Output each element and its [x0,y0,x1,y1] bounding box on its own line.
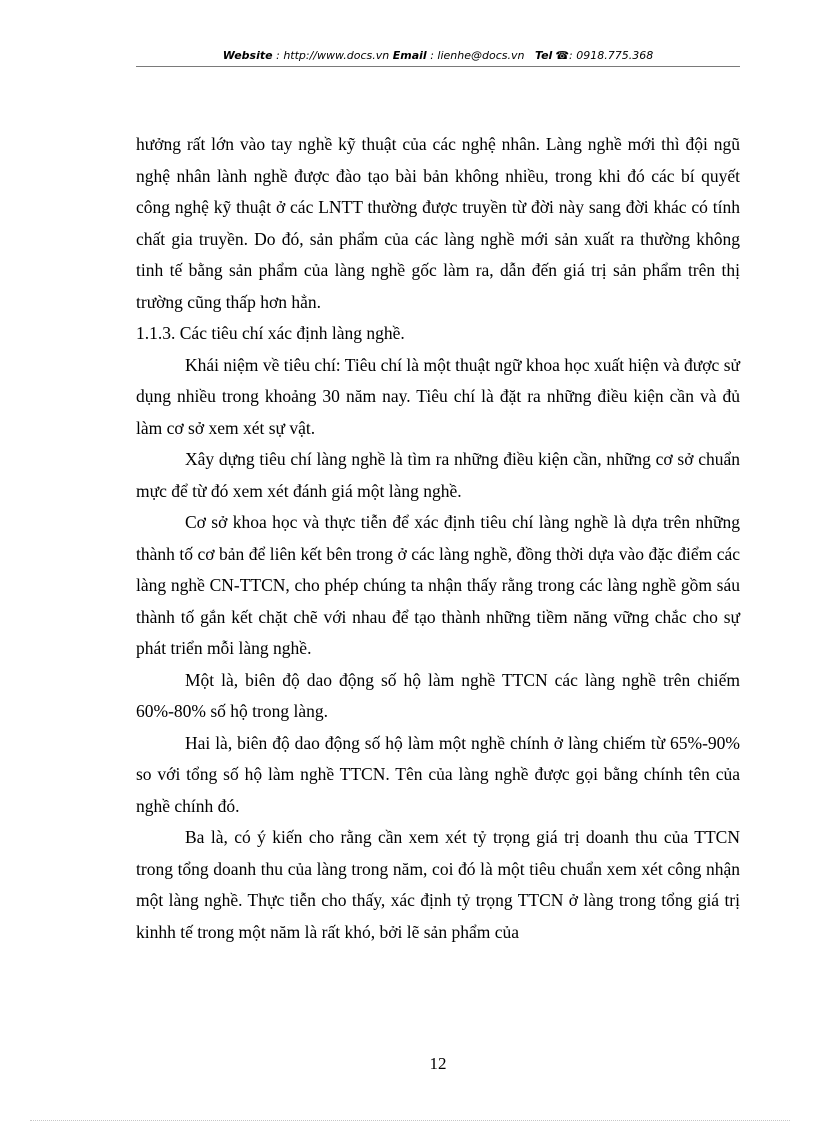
telephone-icon: ☎ [555,49,570,62]
tel-label: Tel [534,49,553,62]
website-separator: : [272,49,284,62]
website-url[interactable]: http://www.docs.vn [283,49,390,62]
email-label: Email [392,49,427,62]
tel-number: 0918.775.368 [576,49,654,62]
paragraph-continuation: hưởng rất lớn vào tay nghề kỹ thuật của các nghệ nhân. Làng nghề mới thì đội ngũ nghệ nhân lành nghề được đào tạo bài bản không nhiều, trong khi đó các bí quyết công nghệ kỹ thuật ở các LNTT thường được truyền từ đời này sang đời khác có tính chất gia truyền. Do đó, sản phẩm của các làng nghề mới sản xuất ra thường không tinh tế bằng sản phẩm của làng nghề gốc làm ra, dẫn đến giá trị sản phẩm trên thị trường cũng thấp hơn hẳn. [136,134,740,312]
section-heading: 1.1.3. Các tiêu chí xác định làng nghề. [136,323,405,343]
paragraph-criterion-three: Ba là, có ý kiến cho rằng cần xem xét tỷ trọng giá trị doanh thu của TTCN trong tổng doanh thu của làng trong năm, coi đó là một tiêu chuẩn xem xét công nhận một làng nghề. Thực tiễn cho thấy, xác định tỷ trọng TTCN ở làng trong tổng giá trị kinhh tế trong một năm là rất khó, bởi lẽ sản phẩm của [136,827,740,942]
page-header [136,46,740,66]
website-label: Website [222,49,273,62]
email-separator: : [426,49,438,62]
email-address[interactable]: lienhe@docs.vn [437,49,525,62]
document-body [136,129,740,948]
paragraph-criteria-concept: Khái niệm về tiêu chí: Tiêu chí là một thuật ngữ khoa học xuất hiện và được sử dụng nhiều trong khoảng 30 năm nay. Tiêu chí là đặt ra những điều kiện cần và đủ làm cơ sở xem xét sự vật. [136,354,740,438]
tel-separator: : [569,49,577,62]
paragraph-building-criteria: Xây dựng tiêu chí làng nghề là tìm ra những điều kiện cần, những cơ sở chuẩn mực để từ đó xem xét đánh giá một làng nghề. [136,449,740,501]
paragraph-scientific-basis: Cơ sở khoa học và thực tiễn để xác định tiêu chí làng nghề là dựa trên những thành tố cơ bản để liên kết bên trong ở các làng nghề, đồng thời dựa vào đặc điểm các làng nghề CN-TTCN, cho phép chúng ta nhận thấy rằng trong các làng nghề gồm sáu thành tố gắn kết chặt chẽ với nhau để tạo thành những tiềm năng vững chắc cho sự phát triển mỗi làng nghề. [136,512,740,658]
paragraph-criterion-one: Một là, biên độ dao động số hộ làm nghề TTCN các làng nghề trên chiếm 60%-80% số hộ trong làng. [136,669,740,721]
page-number: 12 [429,1054,447,1073]
footer-divider [30,1120,790,1121]
header-divider [136,66,740,67]
paragraph-criterion-two: Hai là, biên độ dao động số hộ làm một nghề chính ở làng chiếm từ 65%-90% so với tổng số hộ làm nghề TTCN. Tên của làng nghề được gọi bằng chính tên của nghề chính đó. [136,732,740,816]
